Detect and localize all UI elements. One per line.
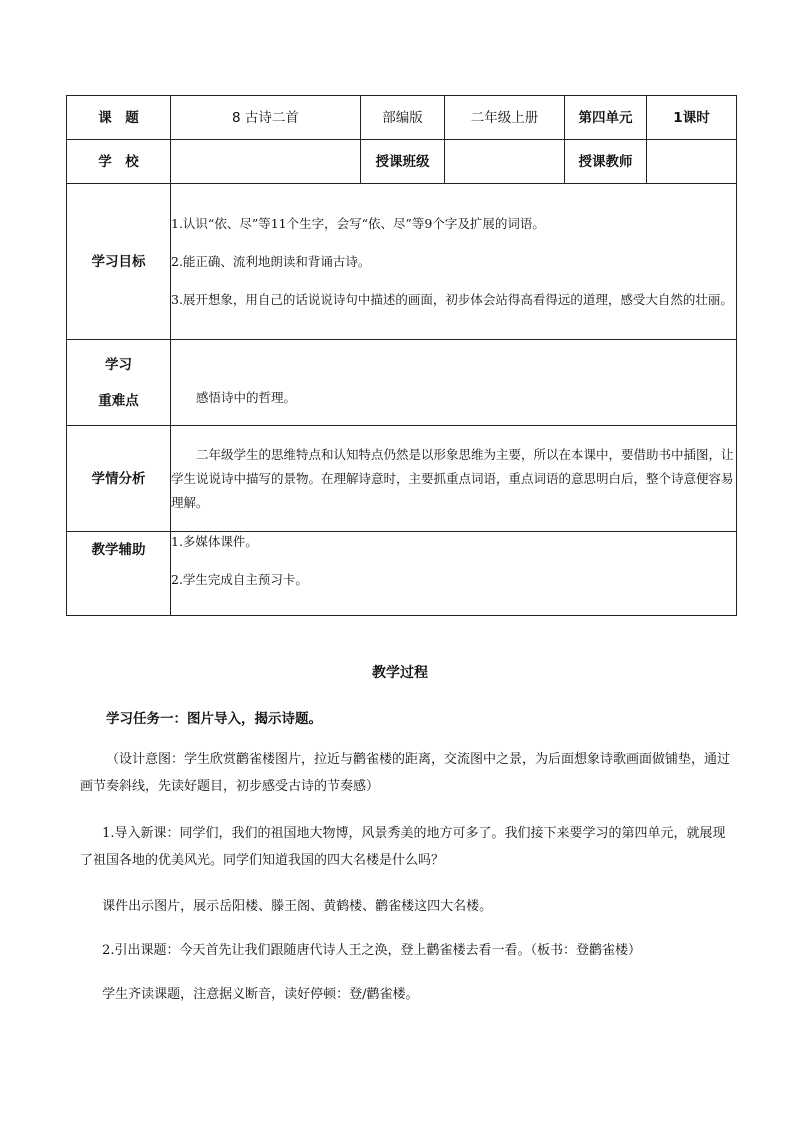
teacher-label: 授课教师 <box>565 140 647 184</box>
aids-row <box>67 532 737 616</box>
topic-label: 课 题 <box>67 96 171 140</box>
aid-item: 2.学生完成自主预习卡。 <box>171 572 308 587</box>
key-points-label-line2: 重难点 <box>98 392 139 409</box>
key-points-text: 感悟诗中的哲理。 <box>196 389 297 405</box>
courseware-text: 课件出示图片，展示岳阳楼、滕王阁、黄鹤楼、鹳雀楼这四大名楼。 <box>102 899 493 914</box>
step1-block <box>80 820 730 874</box>
task1-heading: 学习任务一：图片导入，揭示诗题。 <box>106 711 322 727</box>
process-title: 教学过程 <box>372 665 428 681</box>
step2-text: 2.引出课题：今天首先让我们跟随唐代诗人王之涣，登上鹳雀楼去看一看。（板书：登鹳雀楼） <box>102 943 641 958</box>
school-row <box>67 140 737 184</box>
task1-heading-block <box>80 708 730 730</box>
design-intent-block <box>80 746 730 800</box>
objectives-row <box>67 184 737 340</box>
key-points-content <box>171 340 737 426</box>
analysis-label: 学情分析 <box>67 426 171 532</box>
school-value <box>171 140 361 184</box>
design-intent-text: （设计意图：学生欣赏鹳雀楼图片，拉近与鹳雀楼的距离，交流图中之景，为后面想象诗歌画面做铺垫，通过画节奏斜线，先读好题目，初步感受古诗的节奏感） <box>80 752 731 794</box>
aids-label: 教学辅助 <box>67 532 171 616</box>
courseware-block <box>80 896 730 918</box>
school-label: 学 校 <box>67 140 171 184</box>
key-points-label <box>67 340 171 426</box>
lesson-title: 8 古诗二首 <box>171 96 361 140</box>
unit-cell: 第四单元 <box>565 96 647 140</box>
lesson-info-table <box>66 95 737 616</box>
reading-block <box>80 984 730 1006</box>
periods-cell: 1课时 <box>647 96 737 140</box>
objectives-label: 学习目标 <box>67 184 171 340</box>
class-label: 授课班级 <box>361 140 445 184</box>
aids-content <box>171 532 737 616</box>
step2-block <box>80 940 730 962</box>
grade-cell: 二年级上册 <box>445 96 565 140</box>
reading-text: 学生齐读课题，注意据义断音，读好停顿：登/鹳雀楼。 <box>102 987 419 1002</box>
key-points-label-line1: 学习 <box>105 356 132 373</box>
class-value <box>445 140 565 184</box>
key-points-row <box>67 340 737 426</box>
analysis-row <box>67 426 737 532</box>
objectives-content <box>171 184 737 340</box>
header-row <box>67 96 737 140</box>
edition-cell: 部编版 <box>361 96 445 140</box>
analysis-content <box>171 426 737 532</box>
step1-text: 1.导入新课：同学们，我们的祖国地大物博，风景秀美的地方可多了。我们接下来要学习的第四单元，就展现了祖国各地的优美风光。同学们知道我国的四大名楼是什么吗？ <box>80 826 726 868</box>
objective-item: 1.认识“依、尽”等11个生字，会写“依、尽”等9个字及扩展的词语。 <box>171 215 545 231</box>
teacher-value <box>647 140 737 184</box>
objective-item: 2.能正确、流利地朗读和背诵古诗。 <box>171 253 371 269</box>
aid-item: 1.多媒体课件。 <box>171 534 258 549</box>
analysis-text: 二年级学生的思维特点和认知特点仍然是以形象思维为主要，所以在本课中，要借助书中插图，让学生说说诗中描写的景物。在理解诗意时，主要抓重点词语，重点词语的意思明白后，整个诗意便容易理解。 <box>171 446 734 510</box>
objective-item: 3.展开想象，用自己的话说说诗句中描述的画面，初步体会站得高看得远的道理，感受大自然的壮丽。 <box>171 291 733 307</box>
